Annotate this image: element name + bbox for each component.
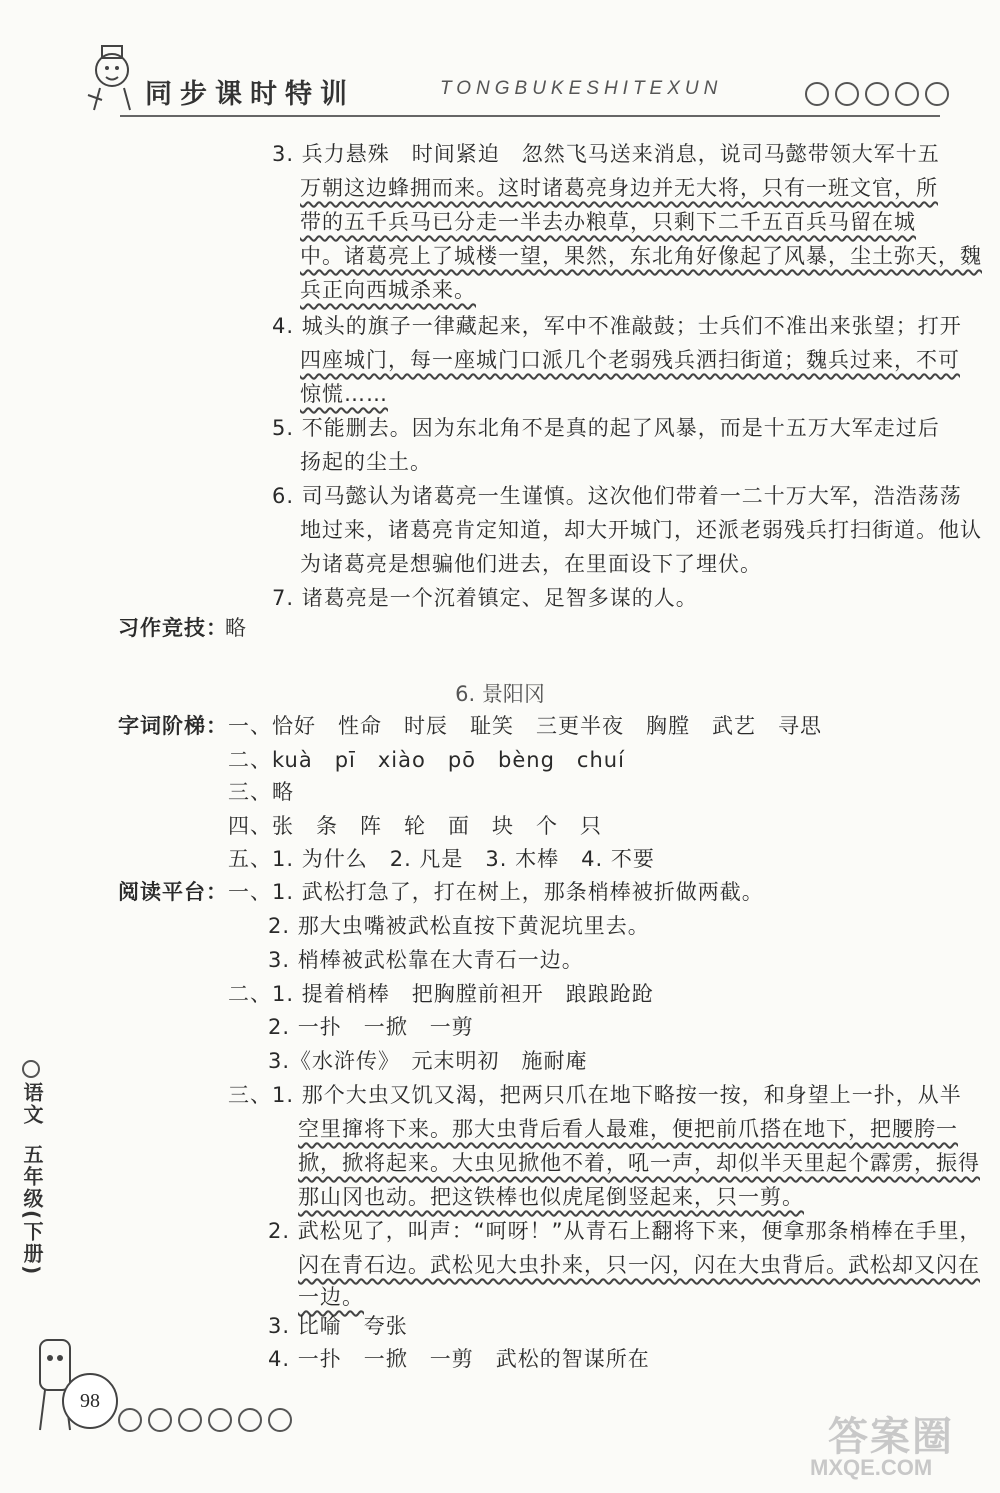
answer-line: 三、略 — [228, 780, 294, 804]
answer-line: 2. 一扑 一掀 一剪 — [268, 1015, 474, 1039]
answer-line: 四座城门，每一座城门口派几个老弱残兵洒扫街道；魏兵过来，不可 — [300, 348, 960, 372]
answer-line: 那山冈也动。把这铁棒也似虎尾倒竖起来，只一剪。 — [298, 1185, 804, 1209]
answer-line: 为诸葛亮是想骗他们进去，在里面设下了埋伏。 — [300, 552, 762, 576]
answer-line: 3. 兵力悬殊 时间紧迫 忽然飞马送来消息，说司马懿带领大军十五 — [272, 142, 940, 166]
answer-line: 闪在青石边。武松见大虫扑来，只一闪，闪在大虫背后。武松却又闪在 — [298, 1253, 980, 1277]
sidebar-circle-icon — [22, 1060, 40, 1078]
answer-line: 一、恰好 性命 时辰 耻笑 三更半夜 胸膛 武艺 寻思 — [228, 714, 822, 738]
sidebar-subject: 语文 — [20, 1082, 44, 1126]
section-label-yuedu: 阅读平台： — [118, 880, 228, 904]
section-label-zici: 字词阶梯： — [118, 714, 228, 738]
answer-line: 二、kuà pī xiào pō bèng chuí — [228, 748, 625, 772]
answer-line: 掀，掀将起来。大虫见掀他不着，吼一声，却似半天里起个霹雳，振得 — [298, 1151, 980, 1175]
answer-line: 4. 一扑 一掀 一剪 武松的智谋所在 — [268, 1347, 650, 1371]
answer-line: 2. 武松见了，叫声：“呵呀！”从青石上翻将下来，便拿那条梢棒在手里， — [268, 1219, 982, 1243]
answer-line: 带的五千兵马已分走一半去办粮草，只剩下二千五百兵马留在城 — [300, 210, 916, 234]
answer-line: 3.《水浒传》 元末明初 施耐庵 — [268, 1049, 588, 1073]
answer-line: 五、1. 为什么 2. 凡是 3. 木棒 4. 不要 — [228, 847, 655, 871]
header-title: 同步课时特训 — [145, 79, 355, 110]
answer-line: 万朝这边蜂拥而来。这时诸葛亮身边并无大将，只有一班文官，所 — [300, 176, 938, 200]
header-rule — [120, 115, 940, 117]
watermark-url: MXQE.COM — [810, 1455, 933, 1480]
page-number: 98 — [62, 1373, 118, 1429]
header-pinyin: TONGBUKESHITEXUN — [440, 78, 723, 99]
answer-line: 一、1. 武松打急了，打在树上，那条梢棒被折做两截。 — [228, 880, 764, 904]
sidebar-grade: 五年级(下册) — [20, 1144, 44, 1277]
answer-line: 一边。 — [298, 1285, 364, 1309]
answer-line: 惊慌…… — [300, 382, 388, 406]
answer-line: 四、张 条 阵 轮 面 块 个 只 — [228, 814, 602, 838]
section-title: 6. 景阳冈 — [455, 682, 545, 706]
answer-line: 7. 诸葛亮是一个沉着镇定、足智多谋的人。 — [272, 586, 698, 610]
mascot-icon — [80, 40, 140, 120]
answer-line: 3. 比喻 夸张 — [268, 1314, 408, 1338]
footer-decoration-circles — [118, 1408, 292, 1432]
answer-line: 3. 梢棒被武松靠在大青石一边。 — [268, 948, 584, 972]
answer-line: 6. 司马懿认为诸葛亮一生谨慎。这次他们带着一二十万大军，浩浩荡荡 — [272, 484, 962, 508]
answer-line: 扬起的尘土。 — [300, 450, 432, 474]
section-label-xizuo: 习作竞技： — [118, 616, 228, 640]
answer-line: 三、1. 那个大虫又饥又渴，把两只爪在地下略按一按，和身望上一扑，从半 — [228, 1083, 962, 1107]
answer-line: 空里撺将下来。那大虫背后看人最难，便把前爪搭在地下，把腰胯一 — [298, 1117, 958, 1141]
xizuo-value: 略 — [225, 616, 247, 640]
sidebar — [0, 1060, 60, 1310]
watermark-logo: 答案圈 — [828, 1414, 954, 1460]
answer-line: 2. 那大虫嘴被武松直按下黄泥坑里去。 — [268, 914, 650, 938]
header-decoration-circles — [805, 82, 949, 106]
answer-line: 二、1. 提着梢棒 把胸膛前袒开 踉踉跄跄 — [228, 982, 654, 1006]
answer-line: 4. 城头的旗子一律藏起来，军中不准敲鼓；士兵们不准出来张望；打开 — [272, 314, 962, 338]
answer-line: 5. 不能删去。因为东北角不是真的起了风暴，而是十五万大军走过后 — [272, 416, 940, 440]
answer-line: 兵正向西城杀来。 — [300, 278, 476, 302]
answer-line: 地过来，诸葛亮肯定知道，却大开城门，还派老弱残兵打扫街道。他认 — [300, 518, 982, 542]
answer-line: 中。诸葛亮上了城楼一望，果然，东北角好像起了风暴，尘土弥天，魏 — [300, 244, 982, 268]
